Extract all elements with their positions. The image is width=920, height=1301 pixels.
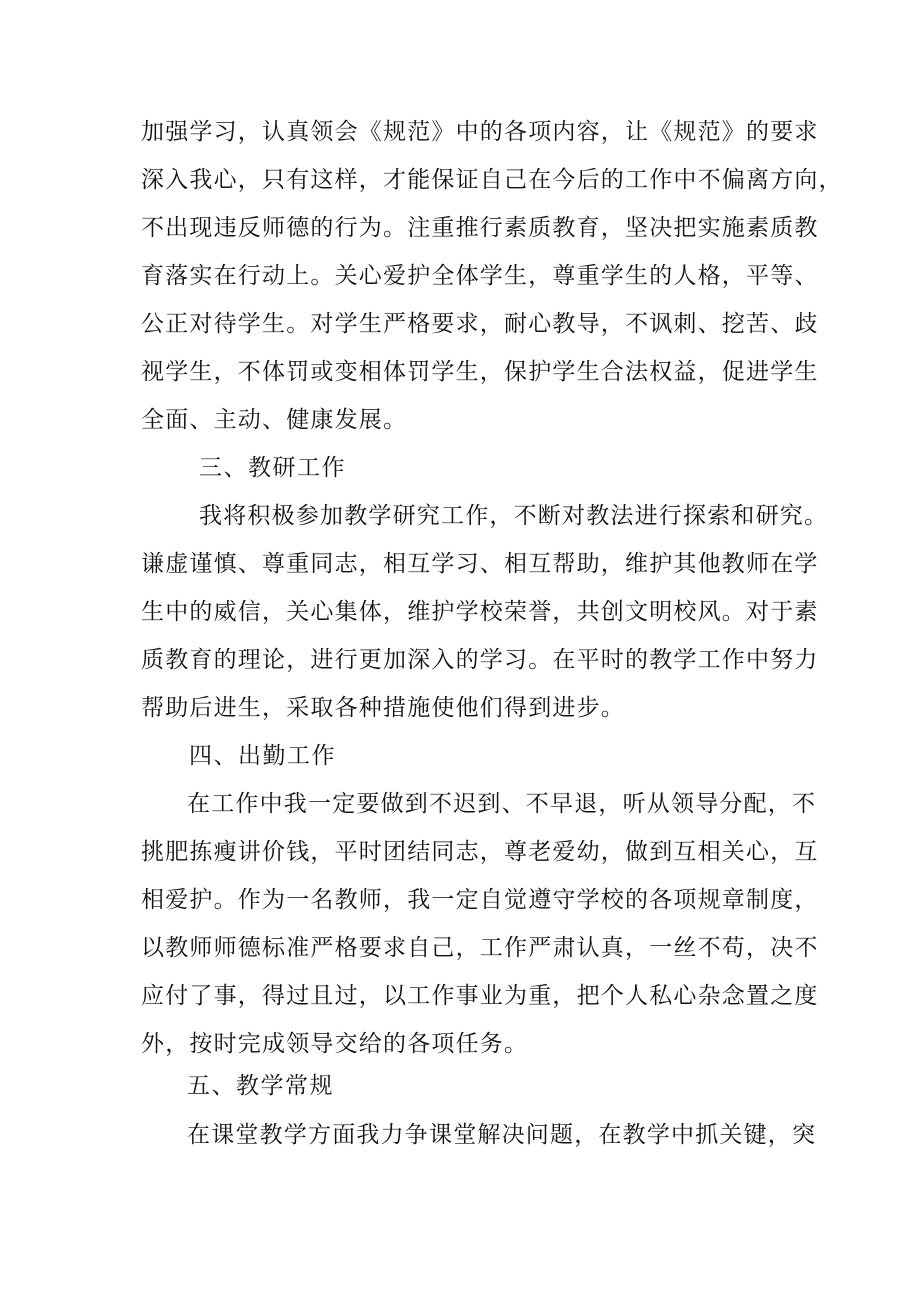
paragraph-line: 生中的威信，关心集体，维护学校荣誉，共创文明校风。对于素	[141, 599, 819, 625]
paragraph-line: 全面、主动、健康发展。	[141, 407, 408, 433]
paragraph-line: 应付了事，得过且过，以工作事业为重，把个人私心杂念置之度	[141, 983, 819, 1009]
paragraph-line: 加强学习，认真领会《规范》中的各项内容，让《规范》的要求	[141, 119, 819, 145]
paragraph-line: 谦虚谨慎、尊重同志，相互学习、相互帮助，维护其他教师在学	[141, 551, 819, 577]
paragraph-line: 帮助后进生，采取各种措施使他们得到进步。	[141, 695, 625, 721]
paragraph-line: 相爱护。作为一名教师，我一定自觉遵守学校的各项规章制度，	[141, 887, 819, 913]
paragraph-line: 公正对待学生。对学生严格要求，耐心教导，不讽刺、挖苦、歧	[141, 311, 819, 337]
paragraph-line: 外，按时完成领导交给的各项任务。	[141, 1031, 529, 1057]
section-heading-research: 三、教研工作	[199, 455, 346, 481]
paragraph-line: 质教育的理论，进行更加深入的学习。在平时的教学工作中努力	[141, 647, 819, 673]
section-heading-teaching: 五、教学常规	[187, 1073, 334, 1099]
section-heading-attendance: 四、出勤工作	[189, 743, 336, 769]
paragraph-line: 不出现违反师德的行为。注重推行素质教育，坚决把实施素质教	[141, 215, 819, 241]
paragraph-line: 深入我心，只有这样，才能保证自己在今后的工作中不偏离方向，	[141, 167, 843, 193]
paragraph-line: 在课堂教学方面我力争课堂解决问题，在教学中抓关键，突	[187, 1122, 817, 1148]
paragraph-line: 以教师师德标准严格要求自己，工作严肃认真，一丝不苟，决不	[141, 935, 819, 961]
paragraph-line: 在工作中我一定要做到不迟到、不早退，听从领导分配，不	[187, 791, 817, 817]
paragraph-line: 我将积极参加教学研究工作，不断对教法进行探索和研究。	[199, 503, 829, 529]
paragraph-line: 育落实在行动上。关心爱护全体学生，尊重学生的人格，平等、	[141, 263, 819, 289]
paragraph-line: 挑肥拣瘦讲价钱，平时团结同志，尊老爱幼，做到互相关心，互	[141, 839, 819, 865]
paragraph-line: 视学生，不体罚或变相体罚学生，保护学生合法权益，促进学生	[141, 359, 819, 385]
